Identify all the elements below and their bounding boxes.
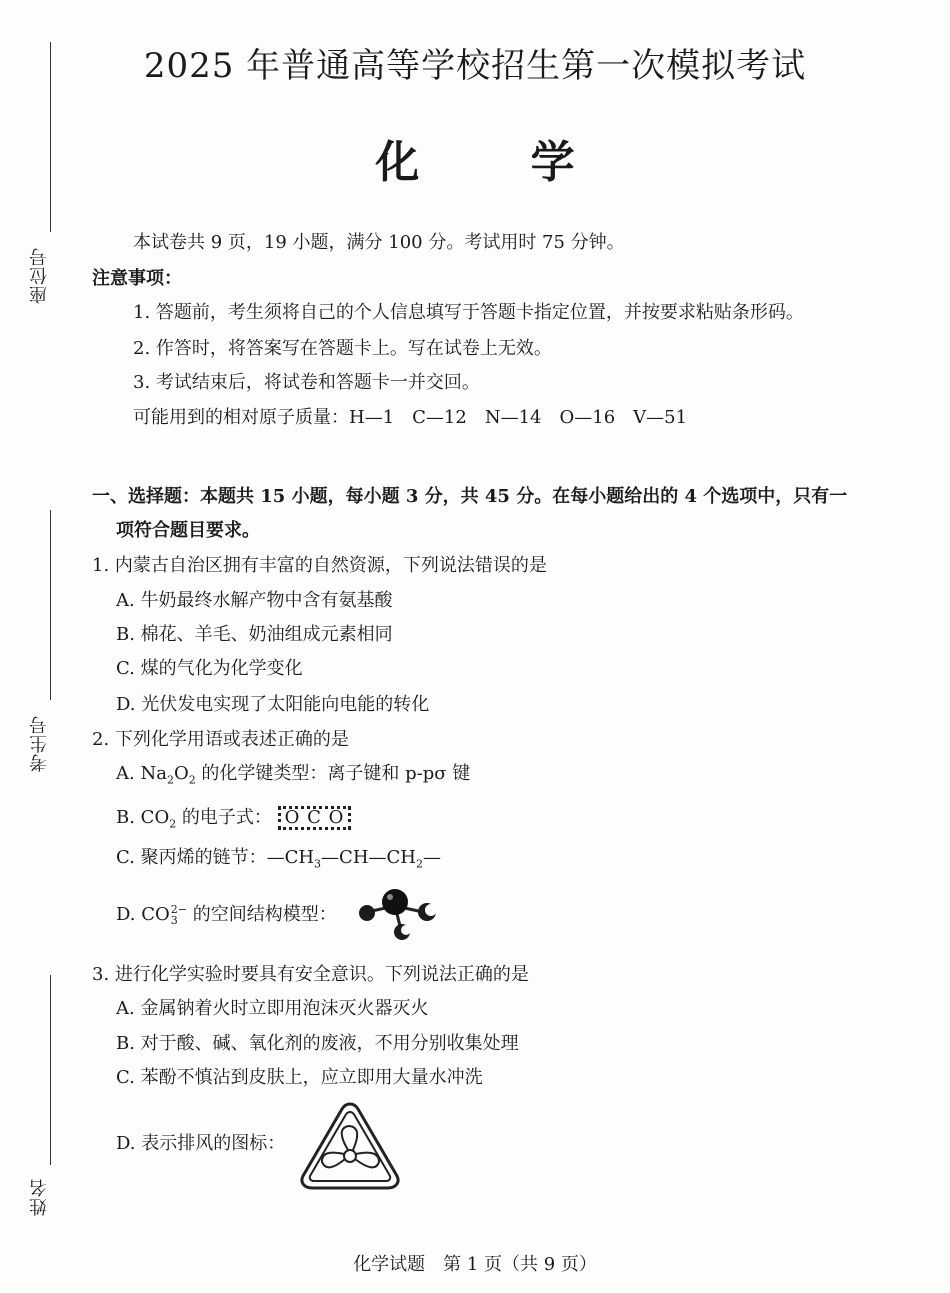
co2-electron-formula: O C O: [278, 806, 352, 830]
question-1-option-c: C. 煤的气化为化学变化: [116, 658, 303, 679]
question-2-option-b: B. $CO_2$ 的电子式： O C O: [116, 805, 351, 838]
co3-ball-stick-model-icon: [355, 884, 441, 942]
exam-number-line: [50, 510, 51, 700]
notice-item-3: 3. 考试结束后，将试卷和答题卡一并交回。: [133, 372, 480, 393]
page-footer: 化学试题 第 1 页（共 9 页）: [353, 1254, 597, 1275]
question-2-option-a: A. $Na_2O_2$ 的化学键类型：离子键和 p-pσ 键: [116, 763, 471, 787]
question-3-option-b: B. 对于酸、碱、氧化剂的废液，不用分别收集处理: [116, 1033, 519, 1054]
name-line: [50, 975, 51, 1165]
notice-item-2: 2. 作答时，将答案写在答题卡上。写在试卷上无效。: [133, 338, 552, 359]
question-2-option-c: C. 聚丙烯的链节：$—CH_3—CH—CH_2—$: [116, 847, 441, 871]
question-1-option-b: B. 棉花、羊毛、奶油组成元素相同: [116, 624, 393, 645]
question-1-option-a: A. 牛奶最终水解产物中含有氨基酸: [116, 590, 393, 611]
question-3-option-a: A. 金属钠着火时立即用泡沫灭火器灭火: [116, 998, 429, 1019]
exam-title: 2025 年普通高等学校招生第一次模拟考试: [143, 46, 807, 86]
atomic-masses: 可能用到的相对原子质量：H—1 C—12 N—14 O—16 V—51: [133, 407, 688, 428]
question-1-stem: 1. 内蒙古自治区拥有丰富的自然资源，下列说法错误的是: [92, 555, 547, 576]
question-1-option-d: D. 光伏发电实现了太阳能向电能的转化: [116, 694, 430, 715]
subject-title: 化 学: [375, 137, 623, 188]
section-1-heading-cont: 项符合题目要求。: [116, 520, 260, 541]
question-3-stem: 3. 进行化学实验时要具有安全意识。下列说法正确的是: [92, 964, 529, 985]
question-3-option-d: D. 表示排风的图标：: [116, 1133, 286, 1154]
question-3-option-c: C. 苯酚不慎沾到皮肤上，应立即用大量水冲洗: [116, 1067, 483, 1088]
ventilation-fan-icon: [295, 1098, 405, 1194]
question-2-stem: 2. 下列化学用语或表述正确的是: [92, 729, 349, 750]
notice-heading: 注意事项：: [92, 268, 182, 289]
section-1-heading: 一、选择题：本题共 15 小题，每小题 3 分，共 45 分。在每小题给出的 4 个选项中，只有一: [92, 486, 848, 507]
exam-intro: 本试卷共 9 页，19 小题，满分 100 分。考试用时 75 分钟。: [133, 232, 625, 253]
name-label: 姓名: [29, 1178, 50, 1216]
exam-number-label: 考生号: [29, 715, 50, 772]
notice-item-1: 1. 答题前，考生须将自己的个人信息填写于答题卡指定位置，并按要求粘贴条形码。: [133, 302, 804, 323]
question-2-option-d: D. CO 2− 3 的空间结构模型：: [116, 903, 337, 927]
seat-number-label: 座位号: [29, 247, 50, 304]
